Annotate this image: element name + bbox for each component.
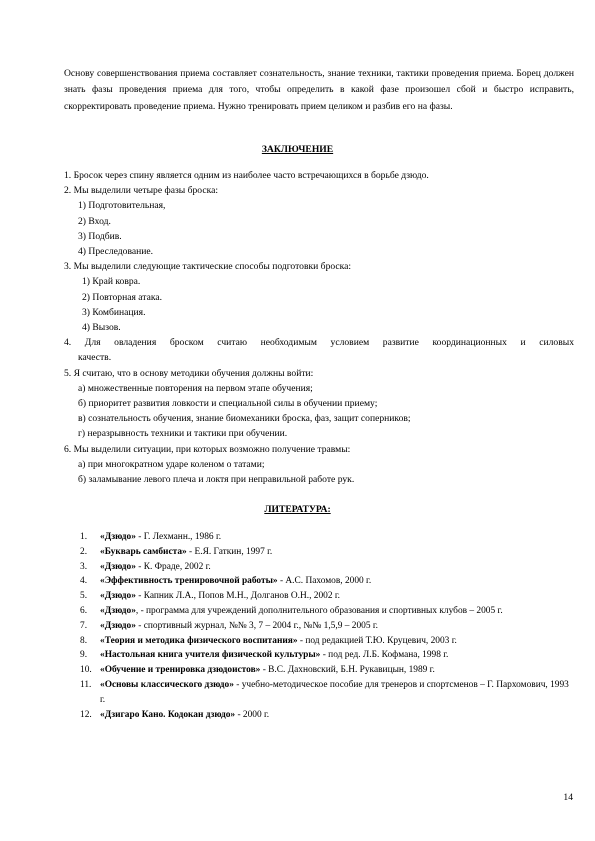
literature-item-title: «Теория и методика физического воспитания» <box>100 635 298 646</box>
conclusion-item-4-continuation: качеств. <box>78 352 112 364</box>
literature-item-details: - Капник Л.А., Попов М.Н., Долганов О.Н., 2002 г. <box>135 591 340 602</box>
literature-item <box>80 663 574 678</box>
literature-item-details: - К. Фраде, 2002 г. <box>135 561 211 572</box>
conclusion-heading: ЗАКЛЮЧЕНИЕ <box>261 144 334 155</box>
literature-item-details: , - программа для учреждений дополнительного образования и спортивных клубов – 2005 г. <box>135 605 503 616</box>
phase-item: 1) Подготовительная, <box>78 200 166 212</box>
literature-item-number: 3. <box>80 561 88 572</box>
literature-item-details: - учебно-методическое пособие для тренеров и спортсменов – Г. Пархомович, 1993 г. <box>100 679 569 705</box>
literature-item <box>80 545 574 560</box>
literature-item-details: - Г. Лехманн., 1986 г. <box>135 532 222 542</box>
literature-item <box>80 574 574 589</box>
literature-item <box>80 530 574 545</box>
literature-item-number: 7. <box>80 620 88 631</box>
conclusion-item-6: 6. Мы выделили ситуации, при которых возможно получение травмы: <box>64 443 351 455</box>
literature-item-details: - спортивный журнал, №№ 3, 7 – 2004 г., №№ 1,5,9 – 2005 г. <box>135 620 378 631</box>
literature-item-text <box>100 530 574 545</box>
conclusion-item-3: 3. Мы выделили следующие тактические способы подготовки броска: <box>64 261 352 273</box>
literature-item-title: «Настольная книга учителя физической культуры» <box>100 650 321 661</box>
literature-item-text <box>100 678 574 708</box>
method-item: в) сознательность обучения, знание биомеханики броска, фаз, защит соперников; <box>78 413 411 425</box>
literature-item-title: «Дзигаро Кано. Кодокан дзюдо» <box>100 709 236 720</box>
conclusion-item-4: 4. Для овладения броском считаю необходимым условием развитие координационных и силовых <box>64 337 574 349</box>
literature-item <box>80 708 574 723</box>
literature-item-text <box>100 604 574 619</box>
literature-item-title: «Букварь самбиста» <box>100 546 187 557</box>
literature-item-title: «Дзюдо» <box>100 561 136 572</box>
literature-item-text <box>100 708 574 723</box>
literature-item-text <box>100 560 574 575</box>
literature-item-number: 12. <box>80 709 92 720</box>
literature-item-number: 2. <box>80 546 88 557</box>
conclusion-section <box>64 168 574 487</box>
literature-item <box>80 648 574 663</box>
literature-item <box>80 634 574 649</box>
literature-item <box>80 604 574 619</box>
injury-item: б) заламывание левого плеча и локтя при неправильной работе рук. <box>78 474 355 486</box>
tactic-item: 4) Вызов. <box>82 322 121 334</box>
literature-item-text <box>100 589 574 604</box>
literature-item-number: 1. <box>80 532 88 542</box>
phase-item: 2) Вход. <box>78 215 111 227</box>
literature-item-title: «Основы классического дзюдо» <box>100 679 234 690</box>
page-number: 14 <box>563 792 573 803</box>
literature-list <box>80 530 574 722</box>
intro-paragraph: Основу совершенствования приема составляет сознательность, знание техники, тактики проведения приема. Борец должен знать фазы проведения приема для того, чтобы определить в какой фазе произошел сбой и быстро исправить, скорректировать проведение приема. Нужно тренировать прием целиком и разбив его на фазы. <box>64 68 574 112</box>
literature-item-title: «Дзюдо» <box>100 605 136 616</box>
literature-item-title: «Дзюдо» <box>100 532 136 542</box>
literature-item-details: - А.С. Пахомов, 2000 г. <box>277 576 372 587</box>
method-item: б) приоритет развития ловкости и специальной силы в обучении приему; <box>78 398 378 410</box>
literature-item-text <box>100 545 574 560</box>
literature-item-title: «Дзюдо» <box>100 591 136 602</box>
literature-item-text <box>100 663 574 678</box>
literature-item-number: 6. <box>80 605 88 616</box>
literature-item-details: - под ред. Л.Б. Кофмана, 1998 г. <box>320 650 449 661</box>
literature-item-details: - Е.Я. Гаткин, 1997 г. <box>186 546 273 557</box>
conclusion-item-5: 5. Я считаю, что в основу методики обучения должны войти: <box>64 367 314 379</box>
literature-item <box>80 619 574 634</box>
literature-item-number: 11. <box>80 679 92 690</box>
tactic-item: 1) Край ковра. <box>82 276 141 288</box>
literature-item-title: «Эффективность тренировочной работы» <box>100 576 278 587</box>
literature-item-text <box>100 634 574 649</box>
tactic-item: 2) Повторная атака. <box>82 291 163 303</box>
literature-item-number: 4. <box>80 576 88 587</box>
literature-item-title: «Обучение и тренировка дзюдоистов» <box>100 665 261 676</box>
conclusion-item-2: 2. Мы выделили четыре фазы броска: <box>64 185 219 197</box>
tactic-item: 3) Комбинация. <box>82 306 146 318</box>
conclusion-item-1: 1. Бросок через спину является одним из наиболее часто встречающихся в борьбе дзюдо. <box>64 170 429 181</box>
literature-item-title: «Дзюдо» <box>100 620 136 631</box>
literature-item <box>80 589 574 604</box>
literature-item-details: - 2000 г. <box>235 709 270 720</box>
method-item: а) множественные повторения на первом этапе обучения; <box>78 382 313 394</box>
literature-item <box>80 678 574 708</box>
phase-item: 4) Преследование. <box>78 246 154 258</box>
literature-item-number: 9. <box>80 650 88 661</box>
injury-item: а) при многократном ударе коленом о татами; <box>78 458 265 470</box>
literature-item-details: - В.С. Дахновский, Б.Н. Рукавицын, 1989 г. <box>260 665 435 676</box>
phase-item: 3) Подбив. <box>78 230 122 242</box>
literature-item-details: - под редакцией Т.Ю. Круцевич, 2003 г. <box>297 635 457 646</box>
literature-item-text <box>100 648 574 663</box>
literature-item-number: 10. <box>80 665 92 676</box>
literature-item-text <box>100 574 574 589</box>
literature-item-text <box>100 619 574 634</box>
literature-item <box>80 560 574 575</box>
literature-heading: ЛИТЕРАТУРА: <box>264 504 331 515</box>
literature-item-number: 5. <box>80 591 88 602</box>
method-item: г) неразрывность техники и тактики при обучении. <box>78 428 288 440</box>
literature-item-number: 8. <box>80 635 88 646</box>
